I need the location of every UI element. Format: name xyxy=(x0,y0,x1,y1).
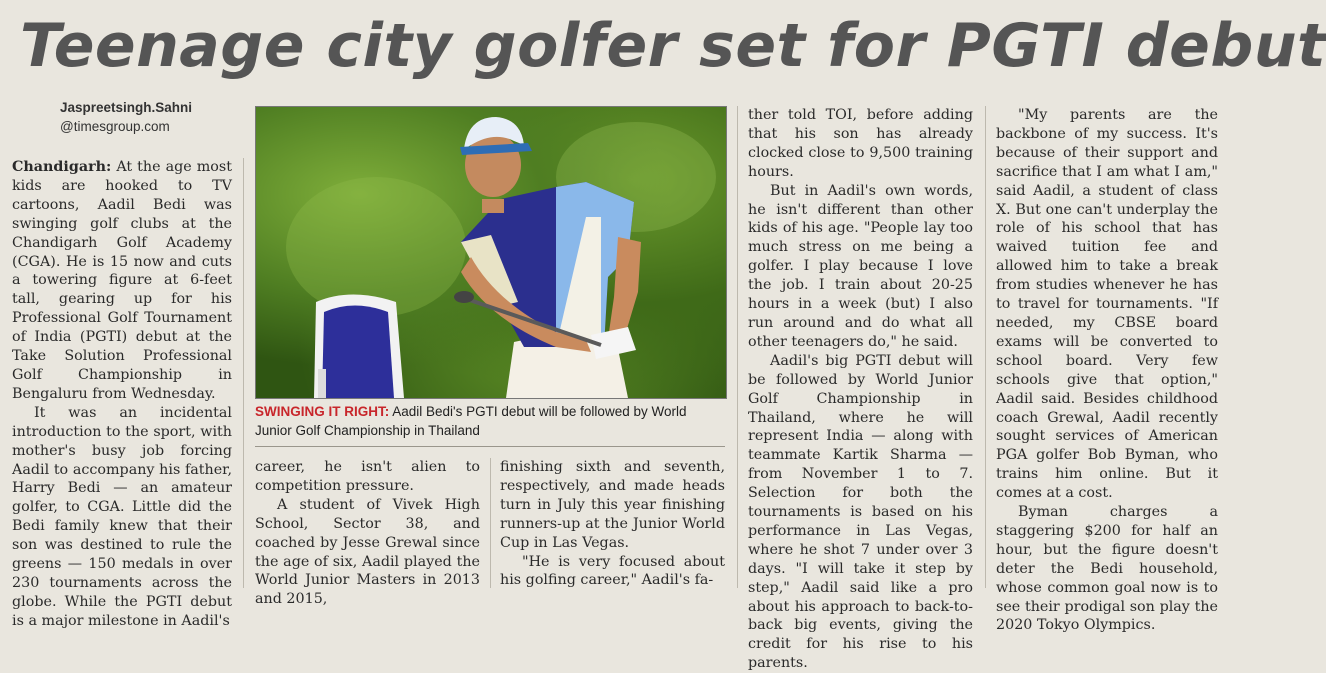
byline-handle: @timesgroup.com xyxy=(60,119,170,134)
column-rule xyxy=(490,458,491,588)
paragraph: "My parents are the backbone of my success. It's because of their support and sacrifice that I am what I am," said Aadil, a student of class X. But one can't underplay the role of his school that has waived tuition fee and allowed him to take a break from studies whenever he has to travel for tournaments. "If needed, my CBSE board exams will be converted to school board. Very few schools give that option," Aadil said. Besides childhood coach Grewal, Aadil recently sought services of American PGA golfer Bob Byman, who trains him online. But it comes at a cost. xyxy=(996,107,1218,502)
headline: Teenage city golfer set for PGTI debut xyxy=(20,11,1326,81)
article-column-1 xyxy=(12,158,232,629)
golfer-photo-icon xyxy=(256,107,726,398)
paragraph xyxy=(12,158,232,404)
article-column-3 xyxy=(500,458,725,588)
column-rule xyxy=(985,106,986,588)
paragraph: It was an incidental introduction to the sport, with mother's busy job forcing Aadil to accompany his father, Harry Bedi — an amateur golfer, to CGA. Little did the Bedi family knew that their son was destined to rule the greens — 150 medals in over 230 tournaments across the globe. While the PGTI debut is a major milestone in Aadil's xyxy=(12,404,232,629)
caption-text: Aadil Bedi's PGTI debut will be followed by World Junior Golf Championship in Thailand xyxy=(255,404,687,438)
paragraph: career, he isn't alien to competition pressure. xyxy=(255,459,480,494)
paragraph: A student of Vivek High School, Sector 38, and coached by Jesse Grewal since the age of six, Aadil played the World Junior Masters in 2013 and 2015, xyxy=(255,496,480,608)
byline xyxy=(60,98,192,136)
photo-caption xyxy=(255,402,725,440)
column-rule xyxy=(737,106,738,588)
paragraph: But in Aadil's own words, he isn't different than other kids of his age. "People lay too much stress on me being a golfer. I play because I love the job. I train about 20-25 hours in a week (but) I also run around and do what all other teenagers do," he said. xyxy=(748,182,973,350)
paragraph: Byman charges a staggering $200 for half an hour, but the figure doesn't deter the Bedi household, whose common goal now is to see their prodigal son play the 2020 Tokyo Olympics. xyxy=(996,504,1218,634)
paragraph: "He is very focused about his golfing career," Aadil's fa- xyxy=(500,553,725,589)
article-column-5 xyxy=(996,106,1218,634)
golfer-photo xyxy=(255,106,727,399)
byline-name: Jaspreetsingh.Sahni xyxy=(60,100,193,115)
article-column-4 xyxy=(748,106,973,672)
caption-rule xyxy=(255,446,725,447)
article-column-2 xyxy=(255,458,480,608)
paragraph: Aadil's big PGTI debut will be followed by World Junior Golf Championship in Thailand, where he will represent India — along with teammate Kartik Sharma — from November 1 to 7. Selection for both the tournaments is based on his performance in Las Vegas, where he shot 7 under over 3 days. "I will take it step by step," Aadil said like a pro about his approach to back-to-back big events, giving the credit for his rise to his parents. xyxy=(748,352,973,672)
column-rule xyxy=(243,158,244,588)
paragraph: finishing sixth and seventh, respectively, and made heads turn in July this year finishing runners-up at the Junior World Cup in Las Vegas. xyxy=(500,459,725,551)
paragraph-text: At the age most kids are hooked to TV cartoons, Aadil Bedi was swinging golf clubs at the Chandigarh Golf Academy (CGA). He is 15 now and cuts a towering figure at 6-feet tall, gearing up for his Professional Golf Tournament of India (PGTI) debut at the Take Solution Professional Golf Championship in Bengaluru from Wednesday. xyxy=(12,159,232,402)
dateline: Chandigarh: xyxy=(12,159,112,175)
caption-kicker: SWINGING IT RIGHT: xyxy=(255,404,390,419)
paragraph: ther told TOI, before adding that his son has already clocked close to 9,500 training hours. xyxy=(748,107,973,180)
